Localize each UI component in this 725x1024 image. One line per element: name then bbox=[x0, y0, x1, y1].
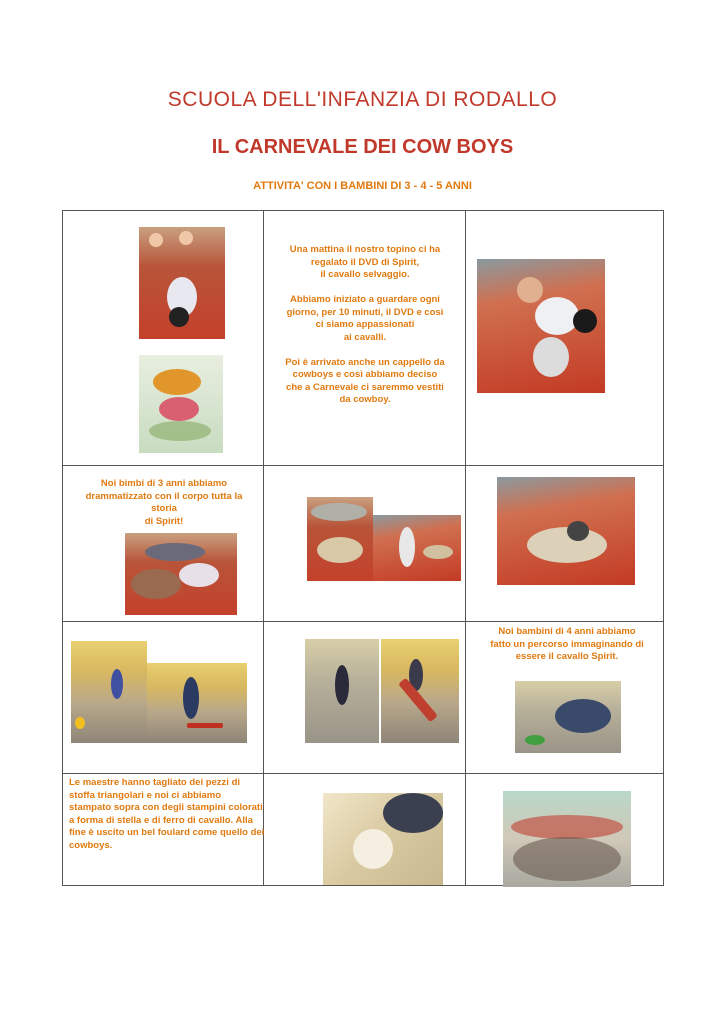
photo-child-walking bbox=[373, 515, 461, 581]
row4-text: Le maestre hanno tagliato dei pezzi di stoffa triangolari e noi ci abbiamo stampato sopra con degli stampini colorati a forma di stella e di ferro di cavallo. Alla fine è uscito un bel foulard come quello dei cowboys. bbox=[69, 777, 265, 851]
photo-path-cones bbox=[71, 641, 147, 743]
photo-children-on-blankets bbox=[125, 533, 237, 615]
school-name: SCUOLA DELL'INFANZIA DI RODALLO bbox=[167, 88, 558, 111]
activity-table bbox=[62, 210, 664, 886]
page-title: IL CARNEVALE DEI COW BOYS bbox=[211, 136, 514, 158]
story-text: Una mattina il nostro topino ci ha regalato il DVD di Spirit, il cavallo selvaggio. Abbiamo iniziato a guardare ogni giorno, per 10 minuti, il DVD e così ci siamo appassionati ai cavalli. Poi è arrivato anche un cappello da cowboys e così abbiamo deciso che a Carnevale ci saremmo vestiti da cowboy. bbox=[285, 244, 445, 405]
photo-child-on-blanket bbox=[497, 477, 635, 585]
column-divider bbox=[465, 211, 466, 885]
photo-blankets-floor bbox=[307, 497, 373, 581]
photo-horse-drawing bbox=[139, 355, 223, 453]
photo-child-with-dvd bbox=[139, 227, 225, 339]
row-divider bbox=[63, 621, 663, 622]
photo-child-crawling bbox=[477, 259, 605, 393]
page-subtitle: ATTIVITA' CON I BAMBINI DI 3 - 4 - 5 ANNI bbox=[253, 180, 472, 192]
photo-child-in-corridor bbox=[305, 639, 379, 743]
photo-child-obstacle-course bbox=[147, 663, 247, 743]
photo-child-crawling-tunnel bbox=[515, 681, 621, 753]
row-divider bbox=[63, 465, 663, 466]
row2-text: Noi bimbi di 3 anni abbiamo drammatizzato con il corpo tutta la storia di Spirit! bbox=[85, 478, 243, 527]
photo-child-log-path bbox=[381, 639, 459, 743]
row-divider bbox=[63, 773, 663, 774]
row3-text: Noi bambini di 4 anni abbiamo fatto un percorso immaginando di essere il cavallo Spirit. bbox=[490, 626, 644, 662]
photo-group-cowboys bbox=[503, 791, 631, 887]
photo-stamping-fabric bbox=[323, 793, 443, 885]
